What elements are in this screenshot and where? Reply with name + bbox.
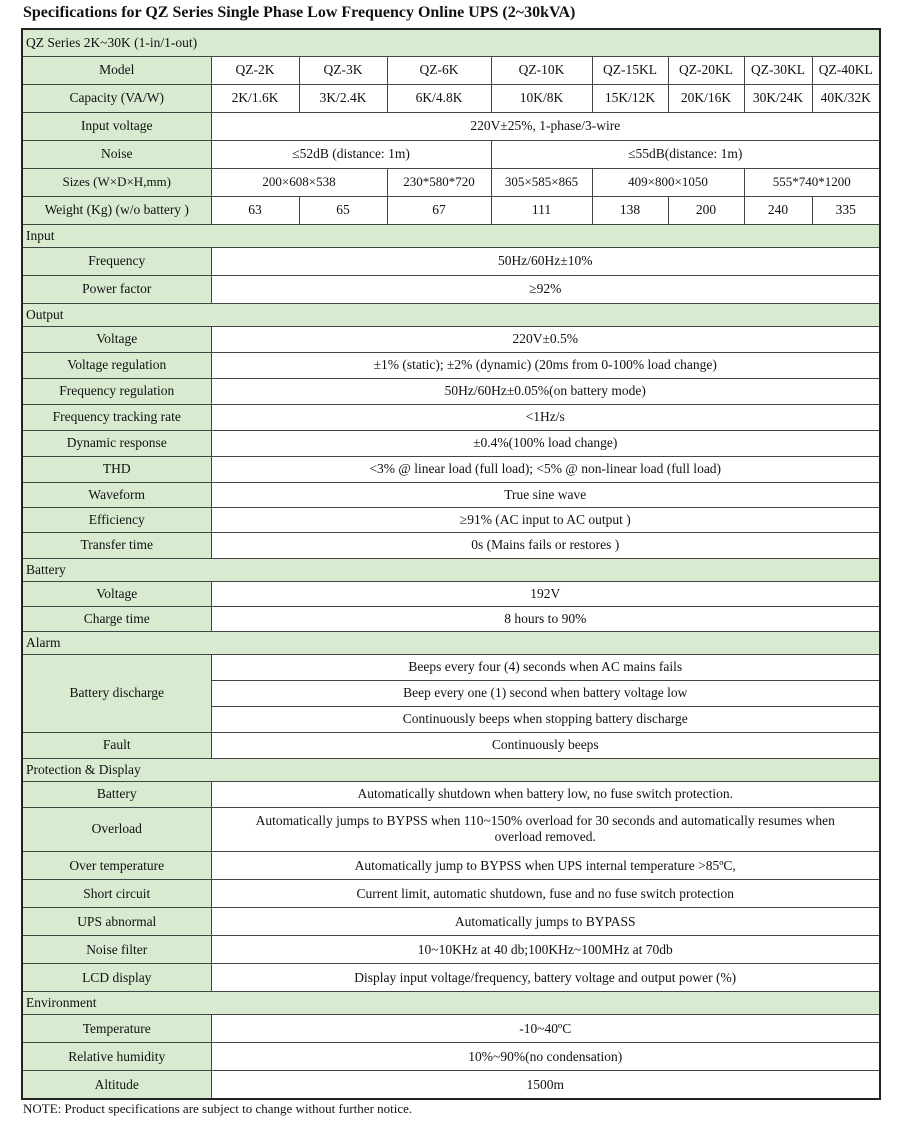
section-header-row <box>22 992 880 1015</box>
spec-row <box>22 936 880 964</box>
spec-value: Beeps every four (4) seconds when AC mains fails <box>211 654 880 680</box>
spec-value: ±0.4%(100% load change) <box>211 430 880 456</box>
spec-row <box>22 880 880 908</box>
input-voltage-row <box>22 112 880 140</box>
spec-value: Automatically jump to BYPSS when UPS internal temperature >85ºC, <box>211 852 880 880</box>
spec-label: Frequency tracking rate <box>22 404 211 430</box>
spec-label: Power factor <box>22 275 211 303</box>
spec-label: Short circuit <box>22 880 211 908</box>
sizes-cell: 230*580*720 <box>387 168 491 196</box>
spec-row <box>22 482 880 507</box>
capacity-cell: 6K/4.8K <box>387 84 491 112</box>
spec-row <box>22 507 880 532</box>
spec-row <box>22 807 880 851</box>
model-cell: QZ-2K <box>211 56 299 84</box>
model-cell: QZ-40KL <box>812 56 880 84</box>
sizes-label: Sizes (W×D×H,mm) <box>22 168 211 196</box>
model-cell: QZ-30KL <box>744 56 812 84</box>
spec-row <box>22 654 880 680</box>
model-cell: QZ-20KL <box>668 56 744 84</box>
spec-value: 192V <box>211 581 880 606</box>
weight-cell: 335 <box>812 196 880 224</box>
spec-label: Voltage <box>22 326 211 352</box>
capacity-row <box>22 84 880 112</box>
weight-cell: 67 <box>387 196 491 224</box>
capacity-cell: 30K/24K <box>744 84 812 112</box>
noise-row <box>22 140 880 168</box>
section-protection: Protection & Display <box>22 758 880 781</box>
model-cell: QZ-6K <box>387 56 491 84</box>
spec-label: Altitude <box>22 1071 211 1099</box>
section-header-row <box>22 224 880 247</box>
spec-value: Automatically jumps to BYPSS when 110~150% overload for 30 seconds and automatically resumes when overload removed. <box>211 807 880 851</box>
spec-label: Noise filter <box>22 936 211 964</box>
spec-row <box>22 581 880 606</box>
spec-value: ≥91% (AC input to AC output ) <box>211 507 880 532</box>
spec-label: UPS abnormal <box>22 908 211 936</box>
spec-label: Frequency regulation <box>22 378 211 404</box>
spec-value: <3% @ linear load (full load); <5% @ non-linear load (full load) <box>211 456 880 482</box>
spec-row <box>22 532 880 558</box>
spec-table <box>21 28 881 1100</box>
spec-label: Fault <box>22 732 211 758</box>
spec-value: ≥92% <box>211 275 880 303</box>
section-output: Output <box>22 303 880 326</box>
series-header-row <box>22 29 880 56</box>
spec-row <box>22 378 880 404</box>
capacity-cell: 10K/8K <box>491 84 592 112</box>
spec-row <box>22 1043 880 1071</box>
spec-value: 8 hours to 90% <box>211 606 880 631</box>
document-title: Specifications for QZ Series Single Phase Low Frequency Online UPS (2~30kVA) <box>23 4 576 21</box>
section-environment: Environment <box>22 992 880 1015</box>
spec-label: Over temperature <box>22 852 211 880</box>
noise-large-value: ≤55dB(distance: 1m) <box>491 140 880 168</box>
spec-row <box>22 404 880 430</box>
spec-row <box>22 852 880 880</box>
spec-value: Continuously beeps when stopping battery discharge <box>211 706 880 732</box>
spec-row <box>22 908 880 936</box>
spec-value: ±1% (static); ±2% (dynamic) (20ms from 0-100% load change) <box>211 352 880 378</box>
spec-label: Frequency <box>22 247 211 275</box>
sizes-cell: 200×608×538 <box>211 168 387 196</box>
spec-value: Continuously beeps <box>211 732 880 758</box>
model-label: Model <box>22 56 211 84</box>
footnote: NOTE: Product specifications are subject to change without further notice. <box>23 1101 413 1116</box>
spec-label: LCD display <box>22 964 211 992</box>
section-header-row <box>22 303 880 326</box>
spec-value: <1Hz/s <box>211 404 880 430</box>
spec-value: 10~10KHz at 40 db;100KHz~100MHz at 70db <box>211 936 880 964</box>
series-header: QZ Series 2K~30K (1-in/1-out) <box>22 29 880 56</box>
spec-value: 1500m <box>211 1071 880 1099</box>
input-voltage-label: Input voltage <box>22 112 211 140</box>
sizes-cell: 409×800×1050 <box>592 168 744 196</box>
spec-row <box>22 275 880 303</box>
spec-label: Dynamic response <box>22 430 211 456</box>
spec-value: 50Hz/60Hz±10% <box>211 247 880 275</box>
spec-row <box>22 781 880 807</box>
section-header-row <box>22 558 880 581</box>
spec-row <box>22 430 880 456</box>
spec-label: Efficiency <box>22 507 211 532</box>
section-battery: Battery <box>22 558 880 581</box>
spec-value: 50Hz/60Hz±0.05%(on battery mode) <box>211 378 880 404</box>
model-cell: QZ-10K <box>491 56 592 84</box>
capacity-cell: 40K/32K <box>812 84 880 112</box>
spec-row <box>22 1071 880 1099</box>
model-row <box>22 56 880 84</box>
spec-row <box>22 606 880 631</box>
spec-value: 10%~90%(no condensation) <box>211 1043 880 1071</box>
spec-row <box>22 247 880 275</box>
spec-label: THD <box>22 456 211 482</box>
spec-row <box>22 732 880 758</box>
sizes-cell: 305×585×865 <box>491 168 592 196</box>
noise-small-value: ≤52dB (distance: 1m) <box>211 140 491 168</box>
spec-label: Voltage regulation <box>22 352 211 378</box>
spec-label: Battery discharge <box>22 654 211 732</box>
sizes-row <box>22 168 880 196</box>
spec-row <box>22 1015 880 1043</box>
spec-value: -10~40ºC <box>211 1015 880 1043</box>
model-cell: QZ-3K <box>299 56 387 84</box>
section-input: Input <box>22 224 880 247</box>
capacity-cell: 3K/2.4K <box>299 84 387 112</box>
spec-value: 0s (Mains fails or restores ) <box>211 532 880 558</box>
spec-value: True sine wave <box>211 482 880 507</box>
weight-cell: 138 <box>592 196 668 224</box>
spec-value: Automatically shutdown when battery low, no fuse switch protection. <box>211 781 880 807</box>
spec-label: Voltage <box>22 581 211 606</box>
model-cell: QZ-15KL <box>592 56 668 84</box>
capacity-cell: 2K/1.6K <box>211 84 299 112</box>
spec-row <box>22 456 880 482</box>
input-voltage-value: 220V±25%, 1-phase/3-wire <box>211 112 880 140</box>
spec-label: Waveform <box>22 482 211 507</box>
spec-value: Beep every one (1) second when battery voltage low <box>211 680 880 706</box>
spec-label: Overload <box>22 807 211 851</box>
sizes-cell: 555*740*1200 <box>744 168 880 196</box>
capacity-label: Capacity (VA/W) <box>22 84 211 112</box>
spec-label: Charge time <box>22 606 211 631</box>
spec-row <box>22 326 880 352</box>
spec-value: Automatically jumps to BYPASS <box>211 908 880 936</box>
noise-label: Noise <box>22 140 211 168</box>
capacity-cell: 20K/16K <box>668 84 744 112</box>
weight-cell: 240 <box>744 196 812 224</box>
weight-cell: 65 <box>299 196 387 224</box>
section-alarm: Alarm <box>22 631 880 654</box>
spec-label: Transfer time <box>22 532 211 558</box>
section-header-row <box>22 631 880 654</box>
spec-label: Temperature <box>22 1015 211 1043</box>
weight-row <box>22 196 880 224</box>
spec-value: 220V±0.5% <box>211 326 880 352</box>
spec-value: Display input voltage/frequency, battery voltage and output power (%) <box>211 964 880 992</box>
spec-row <box>22 964 880 992</box>
section-header-row <box>22 758 880 781</box>
spec-label: Relative humidity <box>22 1043 211 1071</box>
capacity-cell: 15K/12K <box>592 84 668 112</box>
weight-cell: 200 <box>668 196 744 224</box>
weight-cell: 111 <box>491 196 592 224</box>
spec-value: Current limit, automatic shutdown, fuse and no fuse switch protection <box>211 880 880 908</box>
weight-label: Weight (Kg) (w/o battery ) <box>22 196 211 224</box>
weight-cell: 63 <box>211 196 299 224</box>
spec-row <box>22 352 880 378</box>
spec-label: Battery <box>22 781 211 807</box>
